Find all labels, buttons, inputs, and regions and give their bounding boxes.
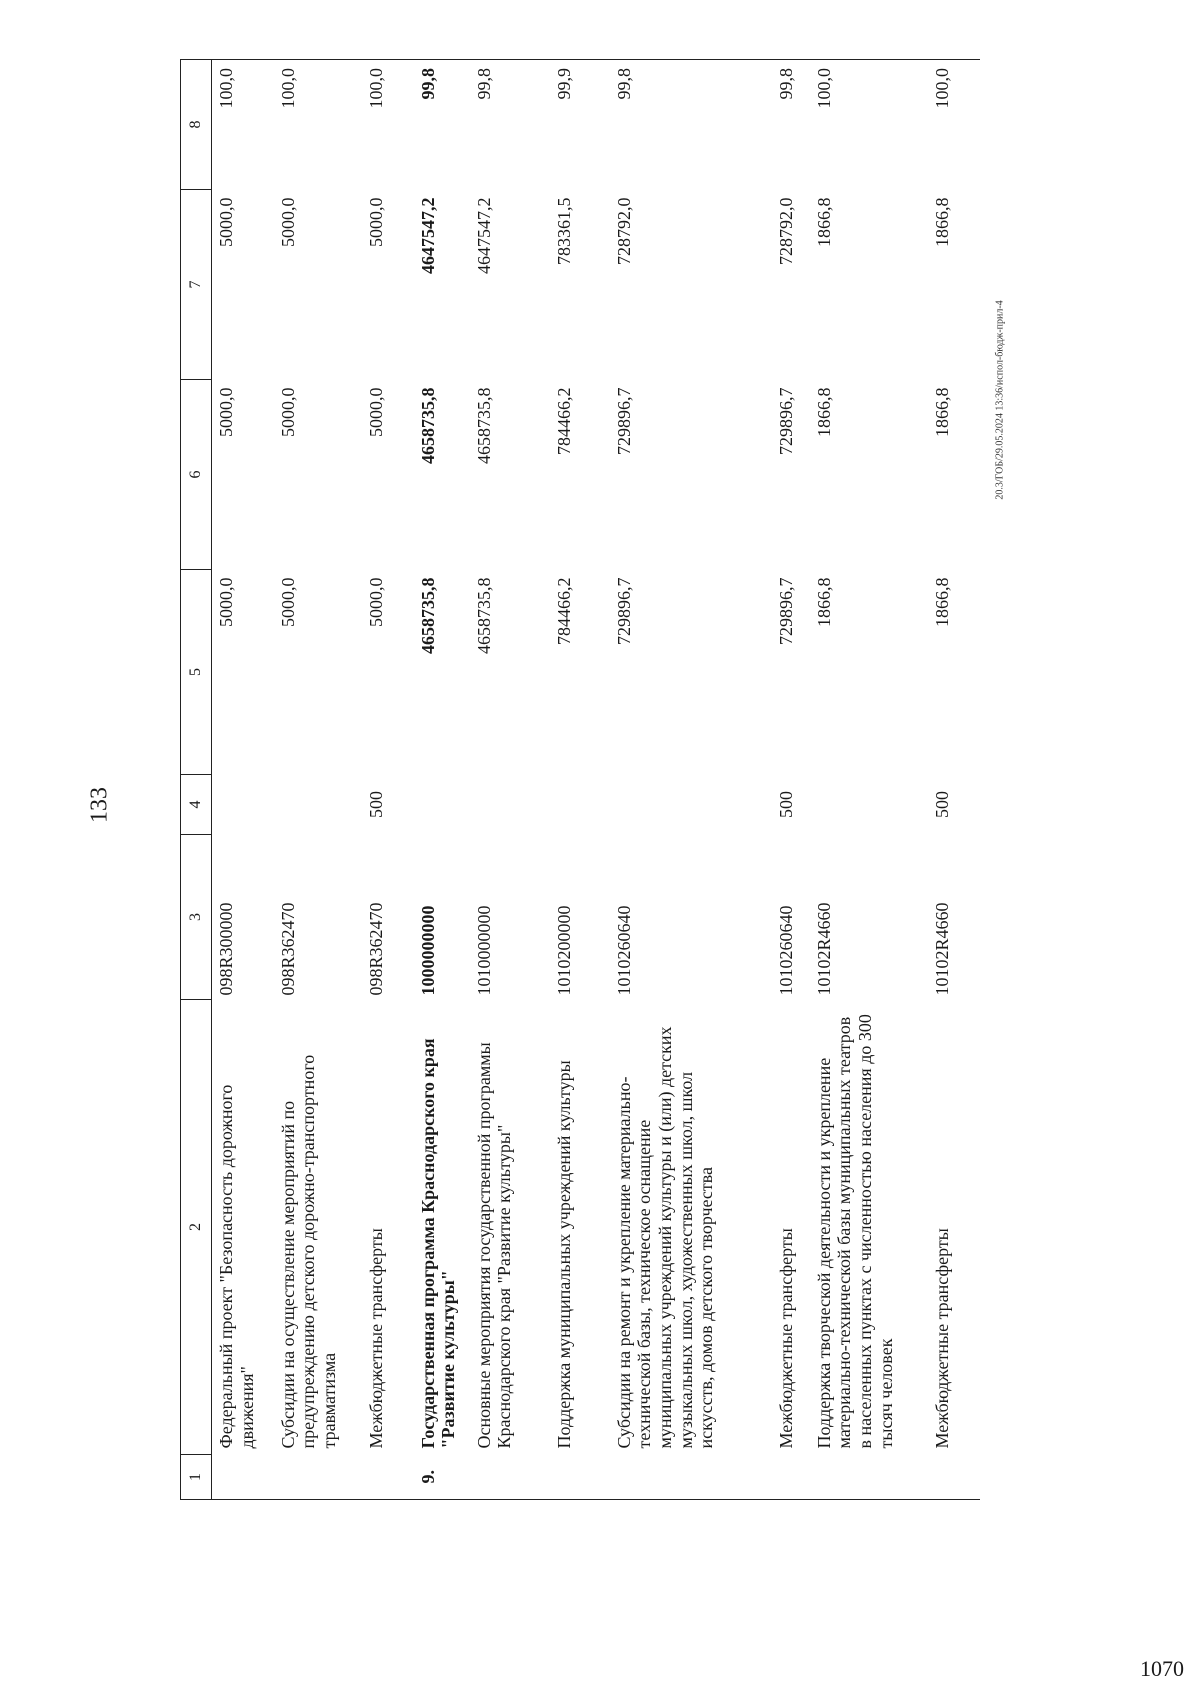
row-value-col5: 5000,0 bbox=[216, 577, 236, 627]
table-header-row bbox=[181, 60, 212, 1500]
column-header: 7 bbox=[181, 190, 212, 380]
row-value-col5: 1866,8 bbox=[931, 577, 952, 627]
row-value-col8: 100,0 bbox=[274, 60, 362, 190]
row-name: Государственная программа Краснодарского края "Развитие культуры" bbox=[417, 1038, 459, 1449]
row-value-col7: 4647547,2 bbox=[473, 197, 494, 274]
row-value-col6: 4658735,8 bbox=[417, 387, 438, 464]
row-value-col5: 1866,8 bbox=[813, 577, 834, 627]
row-name: Межбюджетные трансферты bbox=[775, 1228, 796, 1449]
row-value-col7: 728792,0 bbox=[775, 197, 796, 265]
row-type-code: 500 bbox=[931, 791, 952, 818]
row-code: 098R300000 bbox=[216, 902, 236, 996]
row-number bbox=[362, 1455, 414, 1500]
row-value-col6: 784466,2 bbox=[553, 387, 574, 455]
column-header: 3 bbox=[181, 835, 212, 1000]
row-value-col5: 729896,7 bbox=[775, 577, 796, 645]
budget-table bbox=[180, 59, 980, 1500]
row-value-col6: 1866,8 bbox=[813, 387, 834, 437]
row-name: Федеральный проект "Безопасность дорожного движения" bbox=[216, 1084, 257, 1449]
row-value-col5: 4658735,8 bbox=[473, 577, 494, 654]
row-value-col8: 100,0 bbox=[928, 60, 980, 190]
row-value-col8: 99,8 bbox=[610, 60, 772, 190]
row-value-col8: 99,8 bbox=[414, 60, 470, 190]
row-value-col7: 4647547,2 bbox=[417, 197, 438, 274]
table-row bbox=[928, 60, 980, 1500]
table-row bbox=[550, 60, 610, 1500]
row-code: 098R362470 bbox=[365, 902, 386, 996]
row-type-code bbox=[470, 775, 550, 835]
row-value-col6: 5000,0 bbox=[216, 387, 236, 437]
row-value-col6: 1866,8 bbox=[931, 387, 952, 437]
row-code: 10102R4660 bbox=[931, 902, 952, 996]
table-row bbox=[414, 60, 470, 1500]
row-value-col8: 99,9 bbox=[550, 60, 610, 190]
row-code: 10102R4660 bbox=[813, 902, 834, 996]
table-row bbox=[470, 60, 550, 1500]
row-number bbox=[550, 1455, 610, 1500]
row-value-col7: 5000,0 bbox=[216, 197, 236, 247]
row-name: Межбюджетные трансферты bbox=[931, 1228, 952, 1449]
row-value-col7: 1866,8 bbox=[813, 197, 834, 247]
row-value-col8: 100,0 bbox=[212, 60, 274, 190]
row-value-col7: 1866,8 bbox=[931, 197, 952, 247]
column-header: 6 bbox=[181, 380, 212, 570]
row-number bbox=[810, 1455, 928, 1500]
row-number bbox=[212, 1455, 274, 1500]
row-name: Поддержка творческой деятельности и укрепление материально-технической базы муниципальных театров в населенных пунктах с численностью населения до 300 тысяч человек bbox=[813, 1014, 896, 1449]
row-code: 1010260640 bbox=[775, 905, 796, 996]
table-row bbox=[772, 60, 810, 1500]
column-header: 1 bbox=[181, 1455, 212, 1500]
row-number bbox=[470, 1455, 550, 1500]
row-value-col7: 5000,0 bbox=[277, 197, 298, 247]
row-type-code bbox=[274, 775, 362, 835]
table-row bbox=[274, 60, 362, 1500]
row-name: Субсидии на осуществление мероприятий по предупреждению детского дорожно-транспортного травматизма bbox=[277, 1054, 339, 1449]
row-value-col7: 783361,5 bbox=[553, 197, 574, 265]
row-number bbox=[928, 1455, 980, 1500]
row-value-col6: 729896,7 bbox=[775, 387, 796, 455]
row-number: 9. bbox=[414, 1455, 470, 1500]
column-header: 8 bbox=[181, 60, 212, 190]
row-type-code: 500 bbox=[775, 791, 796, 818]
row-name: Межбюджетные трансферты bbox=[365, 1228, 386, 1449]
row-value-col8: 100,0 bbox=[810, 60, 928, 190]
row-code: 1010260640 bbox=[613, 905, 634, 996]
row-type-code bbox=[212, 775, 274, 835]
column-header: 2 bbox=[181, 1000, 212, 1455]
row-name: Субсидии на ремонт и укрепление материально-технической базы, техническое оснащение муниципальных учреждений культуры и (или) детских музыкальных школ, художественных школ, школ искусств, домов детского творчества bbox=[613, 1026, 717, 1449]
table-row bbox=[362, 60, 414, 1500]
row-number bbox=[610, 1455, 772, 1500]
column-header: 4 bbox=[181, 775, 212, 835]
row-type-code bbox=[610, 775, 772, 835]
row-code: 1000000000 bbox=[417, 905, 438, 996]
row-number bbox=[772, 1455, 810, 1500]
row-type-code bbox=[550, 775, 610, 835]
row-value-col6: 4658735,8 bbox=[473, 387, 494, 464]
budget-table-container bbox=[180, 60, 1200, 1500]
row-value-col5: 5000,0 bbox=[277, 577, 298, 627]
row-value-col5: 4658735,8 bbox=[417, 577, 438, 654]
table-row bbox=[610, 60, 772, 1500]
row-value-col6: 5000,0 bbox=[365, 387, 386, 437]
row-value-col5: 729896,7 bbox=[613, 577, 634, 645]
row-type-code bbox=[810, 775, 928, 835]
footer-code: 20.3/ГОБ/29.05.2024 13:36/испол-бюдж-прил-4 bbox=[994, 300, 1006, 500]
table-row bbox=[212, 60, 274, 1500]
row-code: 1010000000 bbox=[473, 905, 494, 996]
row-value-col8: 99,8 bbox=[772, 60, 810, 190]
page-number: 133 bbox=[86, 787, 113, 823]
row-name: Поддержка муниципальных учреждений культуры bbox=[553, 1060, 574, 1449]
row-type-code: 500 bbox=[365, 791, 386, 818]
row-value-col8: 99,8 bbox=[470, 60, 550, 190]
table-row bbox=[810, 60, 928, 1500]
document-page-number: 1070 bbox=[1140, 1656, 1184, 1681]
column-header: 5 bbox=[181, 570, 212, 775]
row-value-col7: 5000,0 bbox=[365, 197, 386, 247]
row-value-col8: 100,0 bbox=[362, 60, 414, 190]
row-type-code bbox=[414, 775, 470, 835]
row-code: 1010200000 bbox=[553, 905, 574, 996]
row-number bbox=[274, 1455, 362, 1500]
row-value-col6: 729896,7 bbox=[613, 387, 634, 455]
row-name: Основные мероприятия государственной программы Краснодарского края "Развитие культуры" bbox=[473, 1042, 515, 1449]
row-value-col7: 728792,0 bbox=[613, 197, 634, 265]
row-value-col5: 5000,0 bbox=[365, 577, 386, 627]
row-code: 098R362470 bbox=[277, 902, 298, 996]
row-value-col5: 784466,2 bbox=[553, 577, 574, 645]
row-value-col6: 5000,0 bbox=[277, 387, 298, 437]
